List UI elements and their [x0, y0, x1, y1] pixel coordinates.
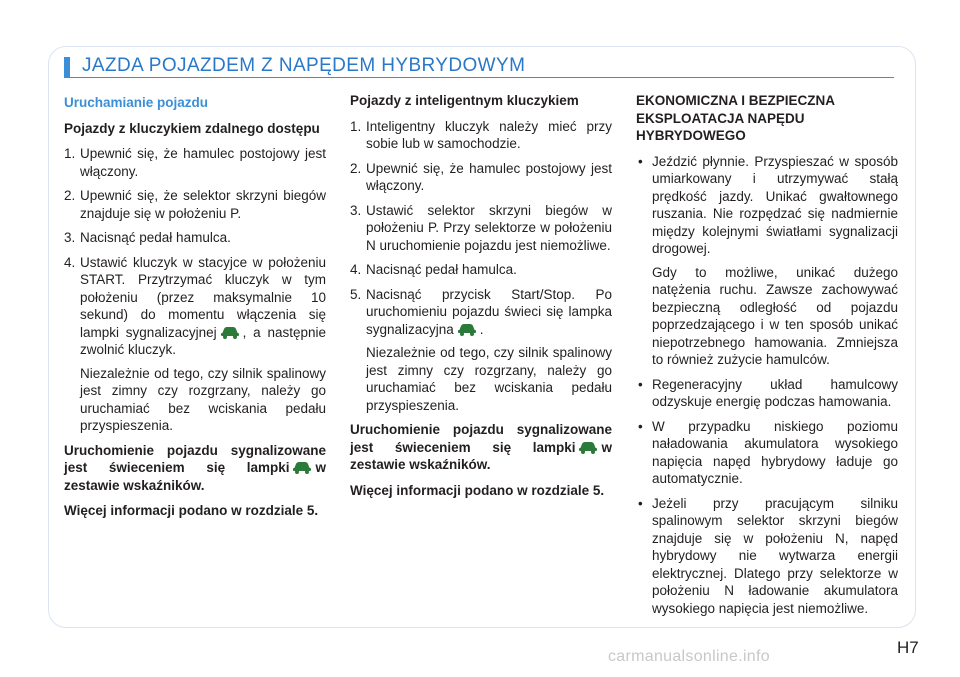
list-item: [350, 118, 612, 153]
column-left: [64, 92, 326, 528]
item-number: 4.: [64, 254, 76, 270]
item-text: Upewnić się, że hamulec postojowy jest włączony.: [366, 160, 612, 193]
car-ready-icon: [220, 325, 240, 339]
item-text-part: , a następnie zwolnić kluczyk.: [80, 324, 327, 357]
item-number: 2.: [350, 160, 362, 176]
bullet-icon: •: [638, 495, 643, 511]
item-number: 4.: [350, 262, 362, 277]
bullet-item: [636, 418, 898, 488]
bullet-text: W przypadku niskiego poziomu naładowania akumulatora wysokiego napięcia napęd hybrydowy ładuje go automatycznie.: [652, 418, 898, 486]
list-item: [64, 187, 326, 222]
bullet-note: Gdy to możliwe, unikać dużego natężenia ruchu. Zawsze zachowywać bezpieczną odległość od pojazdu poprzedzającego i w ten sposób unikać niepotrzebnego hamowania. Zmniejsza to również zużycie hamulców.: [652, 264, 898, 367]
bullet-text: Jeżeli przy pracującym silniku spalinowym selektor skrzyni biegów znajduje się w położeniu N, napęd hybrydowy nie wytwarza energii elektrycznej. Dlatego przy selektorze w położeniu N ładowanie akumulatora wysokiego napięcia jest niemożliwe.: [652, 495, 898, 616]
item-note: Niezależnie od tego, czy silnik spalinowy jest zimny czy rozgrzany, należy go uruchamiać bez wciskania pedału przyspieszenia.: [366, 345, 612, 413]
list-item: [64, 254, 326, 435]
item-text: [80, 254, 326, 359]
subsection-title: Pojazdy z inteligentnym kluczykiem: [350, 93, 579, 108]
bullet-text: Regeneracyjny układ hamulcowy odzyskuje energię podczas hamowania.: [652, 376, 898, 409]
item-text: Inteligentny kluczyk należy mieć przy sobie lub w samochodzie.: [366, 118, 612, 151]
item-text-part: Nacisnąć przycisk Start/Stop. Po uruchomieniu pojazdu świeci się lampka sygnalizacyjna: [366, 286, 612, 337]
item-number: 1.: [350, 118, 362, 134]
bold-paragraph: [64, 442, 326, 495]
subsection-title: Pojazdy z kluczykiem zdalnego dostępu: [64, 120, 320, 136]
item-text: [366, 286, 612, 339]
item-text-part: Ustawić kluczyk w stacyjce w położeniu START. Przytrzymać kluczyk w tym położeniu (przez maksymalnie 10 sekund) do momentu włączenia się lampki sygnalizacyjnej: [80, 254, 326, 340]
bold-text: w zestawie wskaźników.: [64, 460, 326, 493]
item-text: Nacisnąć pedał hamulca.: [366, 262, 517, 277]
item-number: 2.: [64, 188, 76, 203]
bullet-text: Jeździć płynnie. Przyspieszać w sposób umiarkowany i utrzymywać stałą prędkość jazdy. Unikać gwałtownego ruszania. Nie rozpędzać się nadmiernie między kolejnymi światłami sygnalizacji drogowej.: [652, 153, 898, 256]
bold-text: Uruchomienie pojazdu sygnalizowane jest świeceniem się lampki: [64, 442, 326, 475]
section-title: EKONOMICZNA I BEZPIECZNA EKSPLOATACJA NAPĘDU HYBRYDOWEGO: [636, 93, 835, 143]
car-ready-icon: [292, 460, 312, 474]
list-item: [350, 160, 612, 195]
chapter-reference: Więcej informacji podano w rozdziale 5.: [64, 503, 319, 518]
list-item: [64, 145, 326, 180]
item-text: Ustawić selektor skrzyni biegów w położeniu P. Przy selektorze w położeniu N uruchomienie pojazdu jest niemożliwe.: [366, 202, 612, 253]
list-item: [350, 261, 612, 279]
item-note: Niezależnie od tego, czy silnik spalinowy jest zimny czy rozgrzany, należy go uruchamiać bez wciskania pedału przyspieszenia.: [80, 365, 326, 433]
list-item: [350, 286, 612, 415]
bullet-icon: •: [638, 376, 643, 392]
bold-text: Uruchomienie pojazdu sygnalizowane jest świeceniem się lampki: [350, 422, 612, 455]
header-rule: [64, 77, 894, 78]
column-right: [636, 92, 898, 624]
section-title: Uruchamianie pojazdu: [64, 95, 209, 110]
column-middle: [350, 92, 612, 507]
list-item: [350, 202, 612, 255]
item-number: 1.: [64, 146, 76, 161]
bullet-item: [636, 153, 898, 369]
bullet-item: [636, 376, 898, 411]
item-text: Upewnić się, że hamulec postojowy jest włączony.: [80, 146, 326, 179]
page-number: H7: [897, 638, 919, 657]
page-title: JAZDA POJAZDEM Z NAPĘDEM HYBRYDOWYM: [82, 55, 526, 76]
car-ready-icon: [457, 322, 477, 336]
bullet-item: [636, 495, 898, 618]
chapter-reference: Więcej informacji podano w rozdziale 5.: [350, 482, 605, 498]
item-number: 5.: [350, 286, 362, 302]
car-ready-icon: [578, 440, 598, 454]
item-text: Upewnić się, że selektor skrzyni biegów znajduje się w położeniu P.: [80, 188, 326, 221]
item-number: 3.: [350, 202, 362, 218]
bold-text: w zestawie wskaźników.: [350, 439, 612, 472]
item-number: 3.: [64, 230, 76, 245]
bold-paragraph: [350, 421, 612, 474]
item-text-part: .: [479, 321, 484, 337]
watermark: carmanualsonline.info: [608, 648, 770, 665]
bullet-icon: •: [638, 153, 643, 169]
bullet-icon: •: [638, 418, 643, 434]
item-text: Nacisnąć pedał hamulca.: [80, 230, 231, 245]
list-item: [64, 229, 326, 247]
header-accent-bar: [64, 57, 70, 77]
